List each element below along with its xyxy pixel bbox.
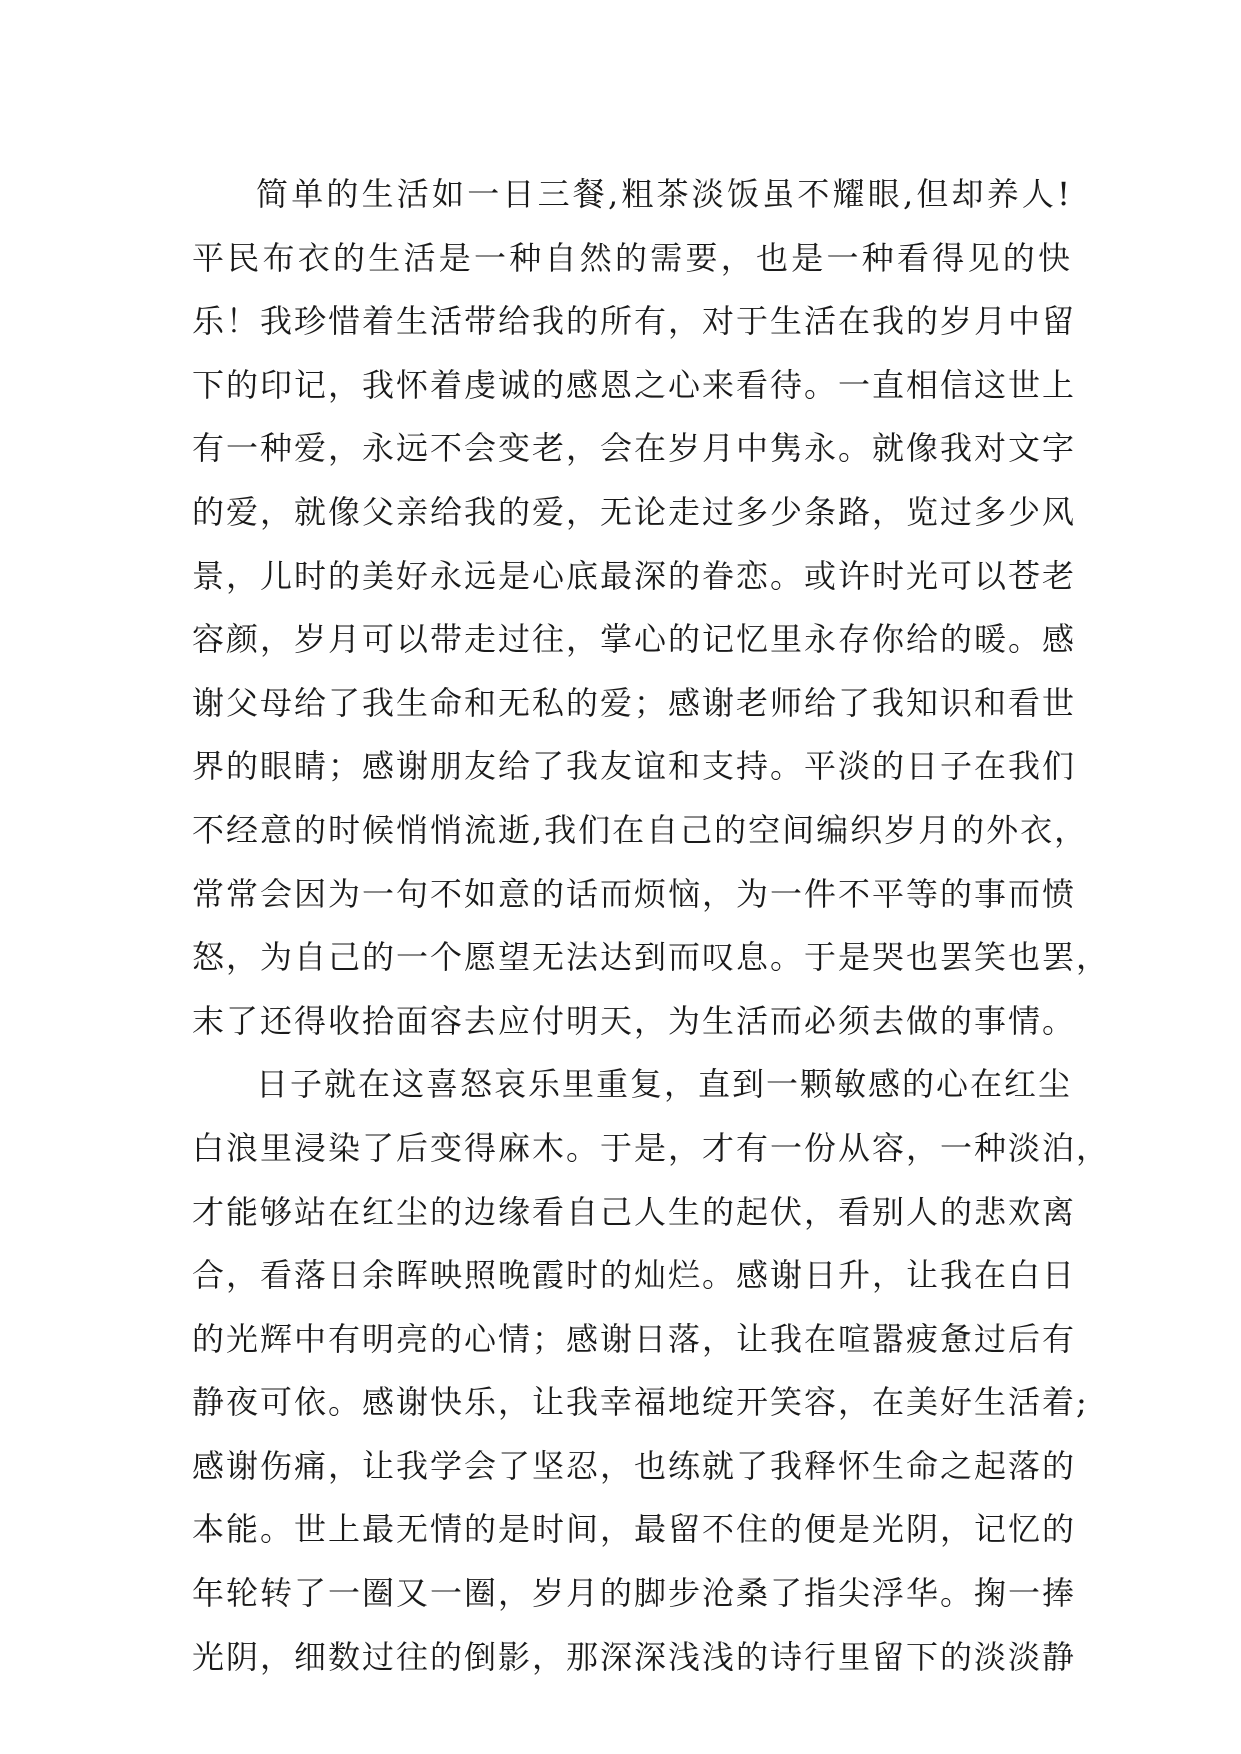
paragraph-2-line-2: 白浪里浸染了后变得麻木。于是，才有一份从容，一种淡泊， bbox=[192, 1128, 1111, 1167]
paragraph-1-line-6: 的爱，就像父亲给我的爱，无论走过多少条路，览过多少风 bbox=[192, 492, 1077, 531]
paragraph-1-line-5: 有一种爱，永远不会变老，会在岁月中隽永。就像我对文字 bbox=[192, 429, 1077, 468]
paragraph-1-line-2: 平民布衣的生活是一种自然的需要，也是一种看得见的快 bbox=[192, 238, 1072, 277]
body-text bbox=[192, 163, 1111, 1689]
paragraph-1-line-4: 下的印记，我怀着虔诚的感恩之心来看待。一直相信这世上 bbox=[192, 365, 1077, 404]
paragraph-2-line-9: 年轮转了一圈又一圈，岁月的脚步沧桑了指尖浮华。掬一捧 bbox=[192, 1574, 1077, 1613]
paragraph-2-line-5: 的光辉中有明亮的心情；感谢日落，让我在喧嚣疲惫过后有 bbox=[192, 1319, 1077, 1358]
paragraph-2-line-1: 日子就在这喜怒哀乐里重复，直到一颗敏感的心在红尘 bbox=[256, 1065, 1073, 1104]
paragraph-2-line-7: 感谢伤痛，让我学会了坚忍，也练就了我释怀生命之起落的 bbox=[192, 1446, 1077, 1485]
paragraph-1-line-14: 末了还得收拾面容去应付明天，为生活而必须去做的事情。 bbox=[192, 1001, 1077, 1040]
paragraph-2-line-6: 静夜可依。感谢快乐，让我幸福地绽开笑容，在美好生活着; bbox=[192, 1383, 1089, 1422]
paragraph-1-line-12: 常常会因为一句不如意的话而烦恼，为一件不平等的事而愤 bbox=[192, 874, 1077, 913]
paragraph-2-line-8: 本能。世上最无情的是时间，最留不住的便是光阴，记忆的 bbox=[192, 1510, 1077, 1549]
paragraph-1-line-9: 谢父母给了我生命和无私的爱；感谢老师给了我知识和看世 bbox=[192, 683, 1077, 722]
paragraph-1-line-3: 乐！我珍惜着生活带给我的所有，对于生活在我的岁月中留 bbox=[192, 302, 1077, 341]
paragraph-2-line-10: 光阴，细数过往的倒影，那深深浅浅的诗行里留下的淡淡静 bbox=[192, 1637, 1077, 1676]
paragraph-2-line-3: 才能够站在红尘的边缘看自己人生的起伏，看别人的悲欢离 bbox=[192, 1192, 1077, 1231]
paragraph-1-line-8: 容颜，岁月可以带走过往，掌心的记忆里永存你给的暖。感 bbox=[192, 620, 1077, 659]
paragraph-1-line-10: 界的眼睛；感谢朋友给了我友谊和支持。平淡的日子在我们 bbox=[192, 747, 1077, 786]
paragraph-1-line-1: 简单的生活如一日三餐,粗茶淡饭虽不耀眼,但却养人! bbox=[256, 175, 1072, 213]
paragraph-1-line-11: 不经意的时候悄悄流逝,我们在自己的空间编织岁月的外衣， bbox=[192, 810, 1089, 849]
paragraph-1-line-7: 景，儿时的美好永远是心底最深的眷恋。或许时光可以苍老 bbox=[192, 556, 1077, 595]
paragraph-1-line-13: 怒，为自己的一个愿望无法达到而叹息。于是哭也罢笑也罢， bbox=[192, 938, 1111, 977]
paragraph-2-line-4: 合，看落日余晖映照晚霞时的灿烂。感谢日升，让我在白日 bbox=[192, 1256, 1077, 1295]
